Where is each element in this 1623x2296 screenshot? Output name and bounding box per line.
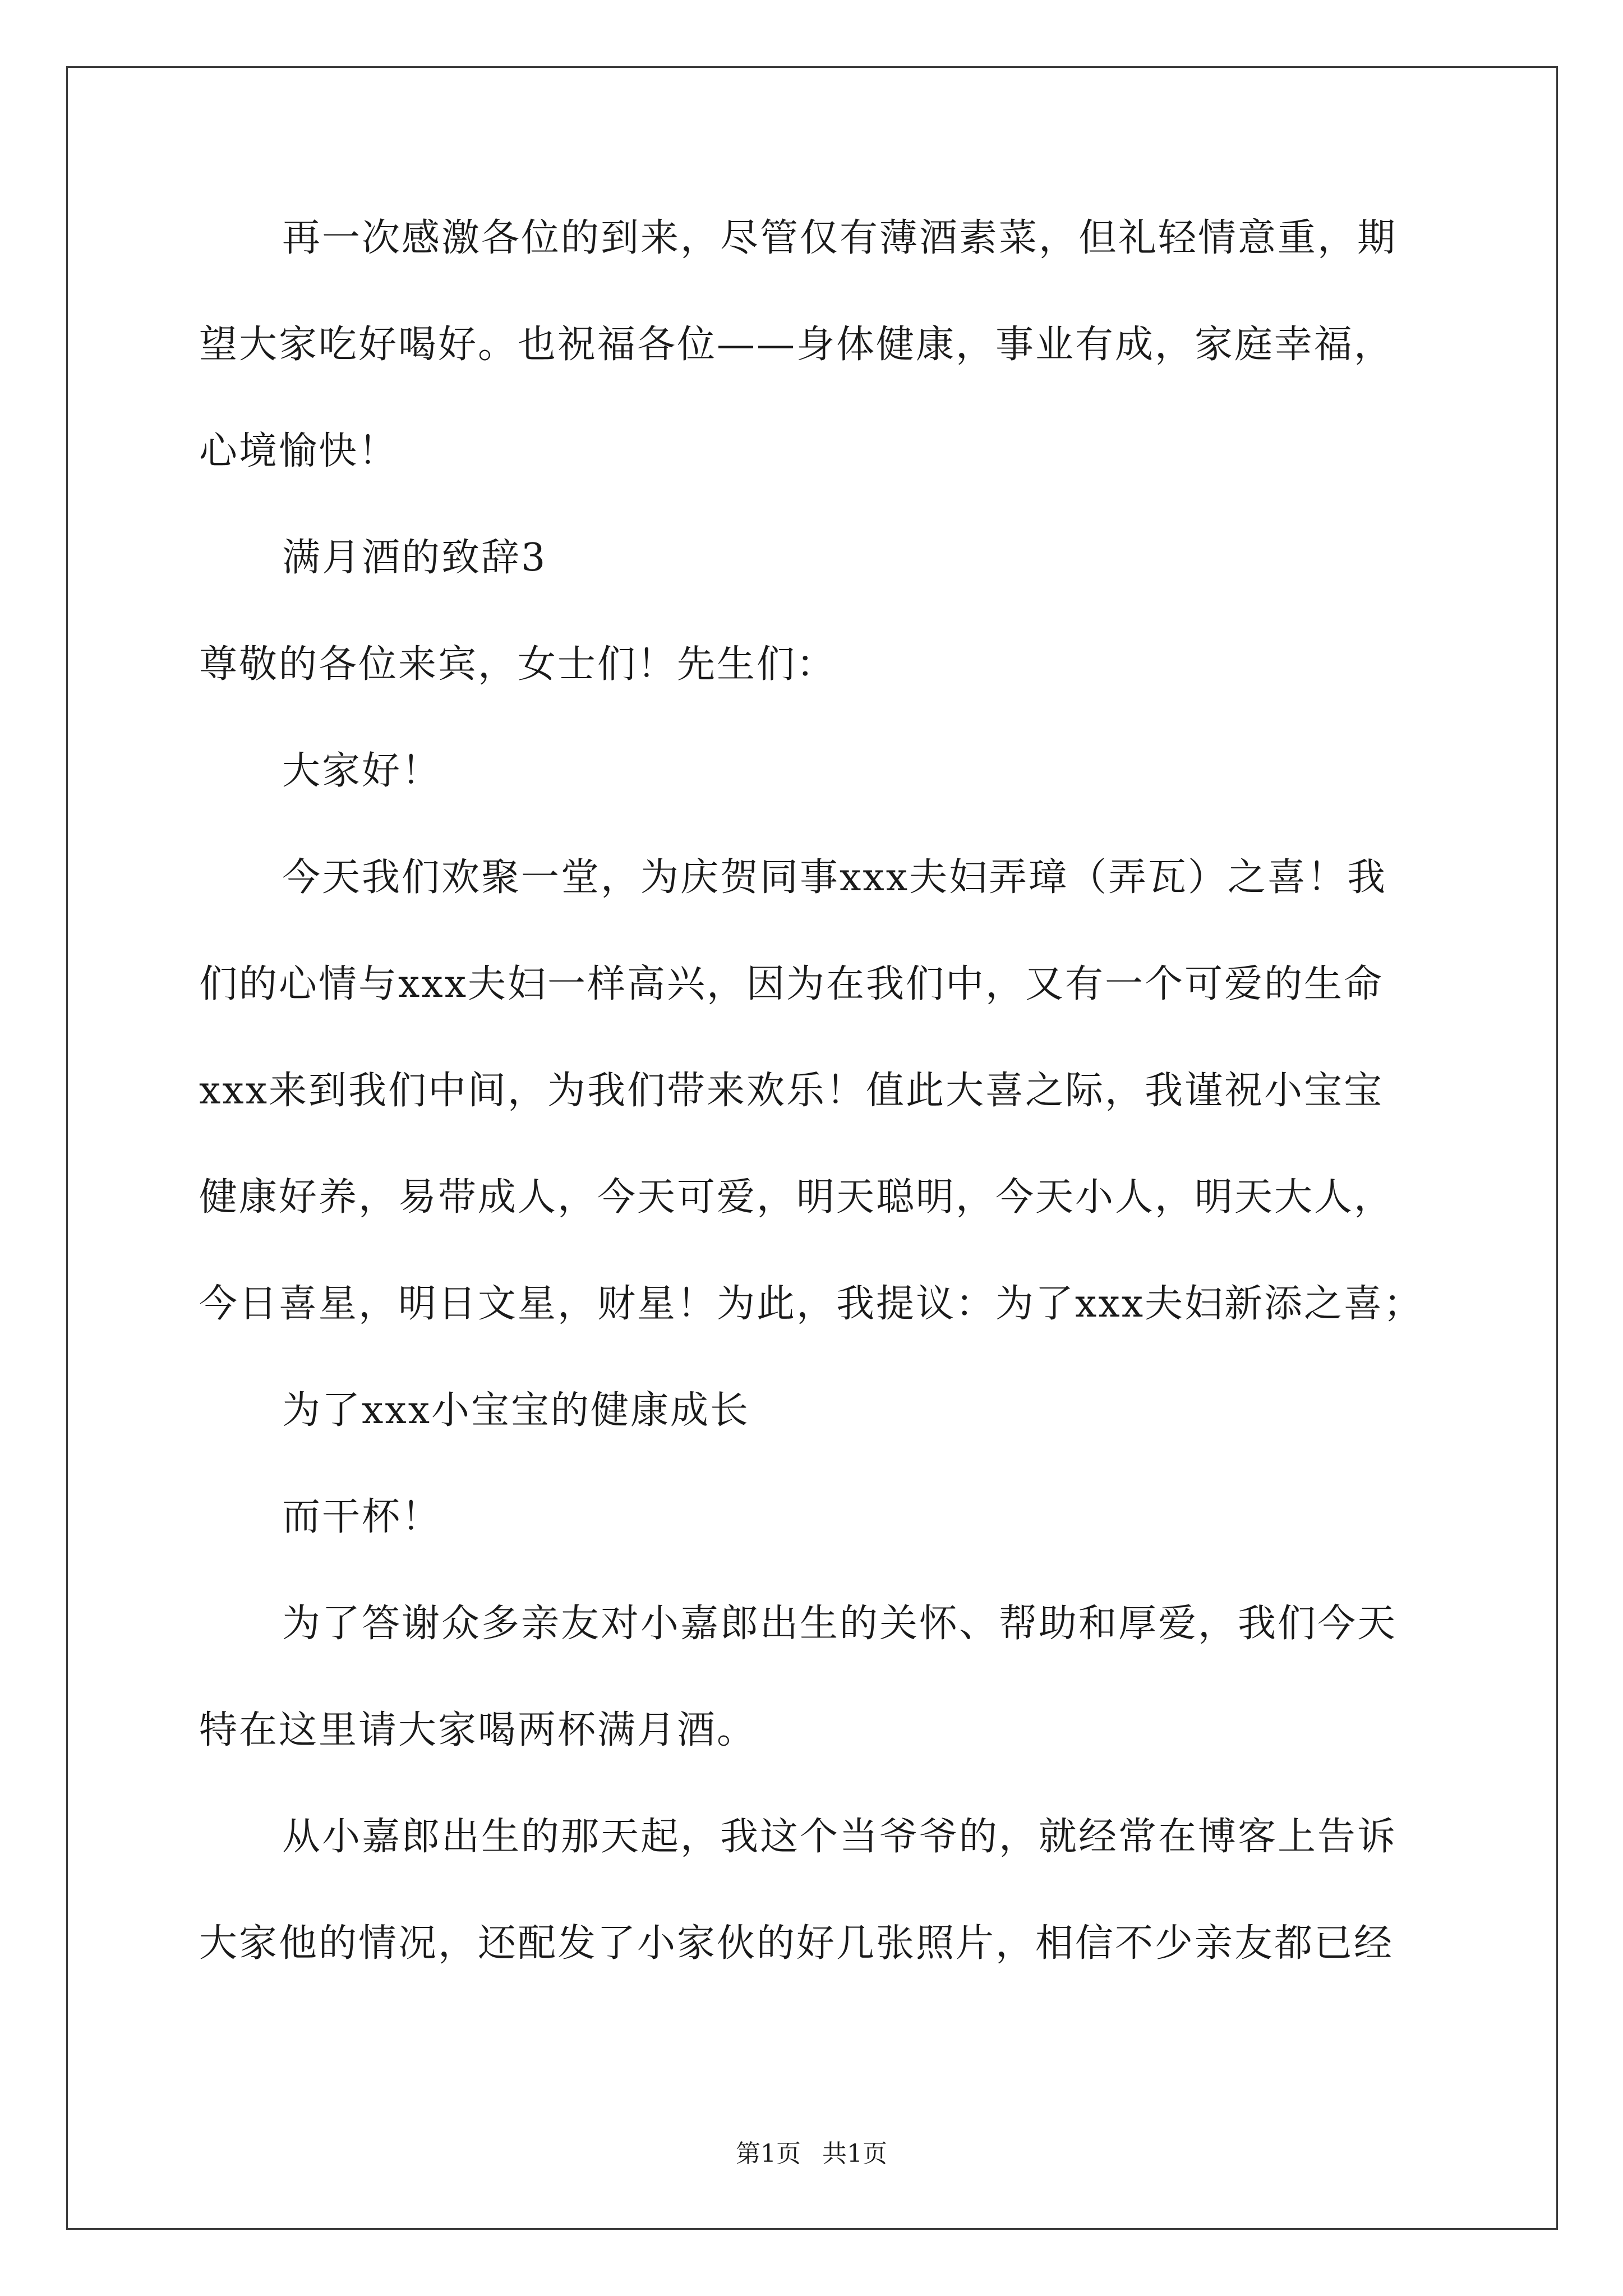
paragraph-line: 健康好养，易带成人，今天可爱，明天聪明，今天小人，明天大人，: [199, 1175, 1394, 1220]
page-footer: [0, 2137, 1623, 2171]
paragraph-line: 特在这里请大家喝两杯满月酒。: [199, 1708, 757, 1752]
paragraph-line: 大家他的情况，还配发了小家伙的好几张照片，相信不少亲友都已经: [199, 1921, 1394, 1966]
paragraph-line: 心境愉快！: [199, 429, 399, 473]
greeting-line: 大家好！: [282, 749, 442, 793]
paragraph-line: 为了答谢众多亲友对小嘉郎出生的关怀、帮助和厚爱，我们今天: [282, 1602, 1398, 1646]
section-heading: 满月酒的致辞3: [282, 536, 547, 580]
salutation-line: 尊敬的各位来宾，女士们！先生们：: [199, 642, 837, 687]
paragraph-line: 为了xxx小宝宝的健康成长: [282, 1388, 750, 1433]
paragraph-line: xxx来到我们中间，为我们带来欢乐！值此大喜之际，我谨祝小宝宝: [199, 1069, 1384, 1113]
paragraph-line: 今日喜星，明日文星，财星！为此，我提议：为了xxx夫妇新添之喜；: [199, 1282, 1424, 1326]
page-number: 第1页: [736, 2139, 801, 2168]
page-border: [66, 66, 1558, 2230]
paragraph-line: 们的心情与xxx夫妇一样高兴，因为在我们中，又有一个可爱的生命: [199, 962, 1384, 1006]
paragraph-line: 从小嘉郎出生的那天起，我这个当爷爷的，就经常在博客上告诉: [282, 1815, 1398, 1859]
paragraph-line: 再一次感激各位的到来，尽管仅有薄酒素菜，但礼轻情意重，期: [282, 216, 1398, 260]
paragraph-line: 今天我们欢聚一堂，为庆贺同事xxx夫妇弄璋（弄瓦）之喜！我: [282, 855, 1387, 900]
paragraph-line: 而干杯！: [282, 1495, 442, 1539]
paragraph-line: 望大家吃好喝好。也祝福各位——身体健康，事业有成，家庭幸福，: [199, 323, 1394, 367]
page-total: 共1页: [822, 2139, 887, 2168]
